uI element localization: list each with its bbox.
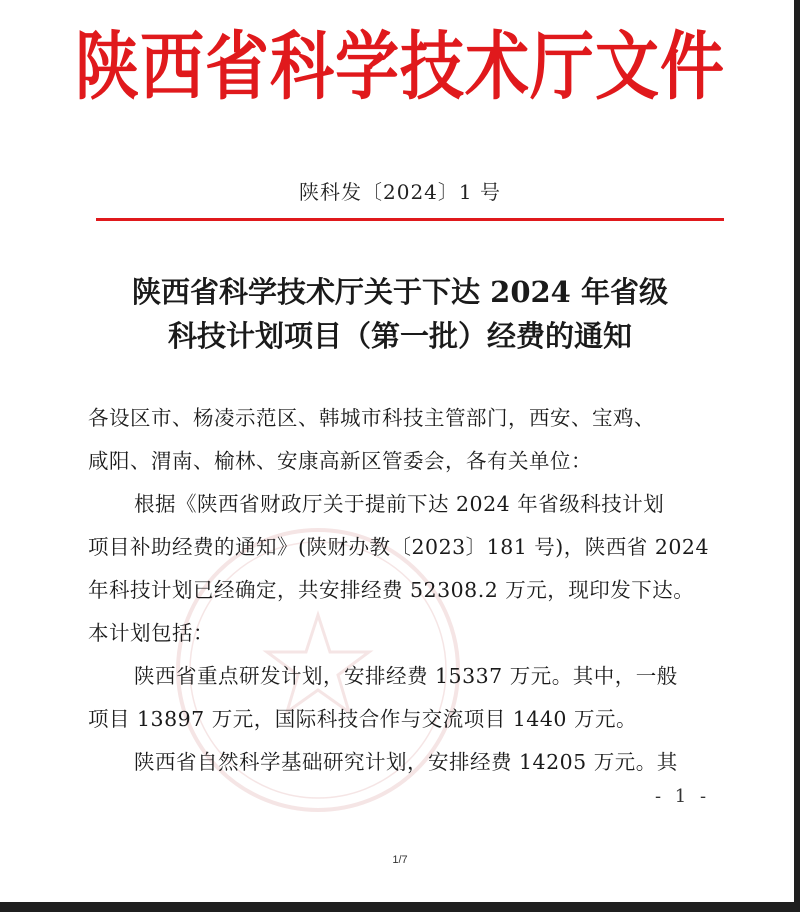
body-line-1: 各设区市、杨凌示范区、韩城市科技主管部门，西安、宝鸡、 xyxy=(88,406,655,430)
page-number: - 1 - xyxy=(655,786,711,807)
document-number: 陕科发〔2024〕1 号 xyxy=(299,180,501,204)
body-line-8: 项目 13897 万元，国际科技合作与交流项目 1440 万元。 xyxy=(88,707,637,731)
body-line-2: 咸阳、渭南、榆林、安康高新区管委会，各有关单位： xyxy=(88,449,592,473)
notice-title-line-2: 科技计划项目（第一批）经费的通知 xyxy=(167,319,632,353)
viewer-bottom-edge xyxy=(0,902,794,912)
body-line-5: 年科技计划已经确定，共安排经费 52308.2 万元，现印发下达。 xyxy=(88,578,695,602)
red-separator-line xyxy=(96,218,724,221)
notice-title-line-1: 陕西省科学技术厅关于下达 2024 年省级 xyxy=(132,275,668,309)
document-header-title: 陕西省科学技术厅文件 xyxy=(75,24,725,111)
body-line-9: 陕西省自然科学基础研究计划，安排经费 14205 万元。其 xyxy=(134,750,678,774)
body-line-6: 本计划包括： xyxy=(88,621,214,645)
page-count-indicator: 1/7 xyxy=(392,854,408,866)
body-line-3: 根据《陕西省财政厅关于提前下达 2024 年省级科技计划 xyxy=(134,492,665,516)
body-line-7: 陕西省重点研发计划，安排经费 15337 万元。其中，一般 xyxy=(134,664,678,688)
body-line-4: 项目补助经费的通知》(陕财办教〔2023〕181 号)，陕西省 2024 xyxy=(88,535,709,559)
